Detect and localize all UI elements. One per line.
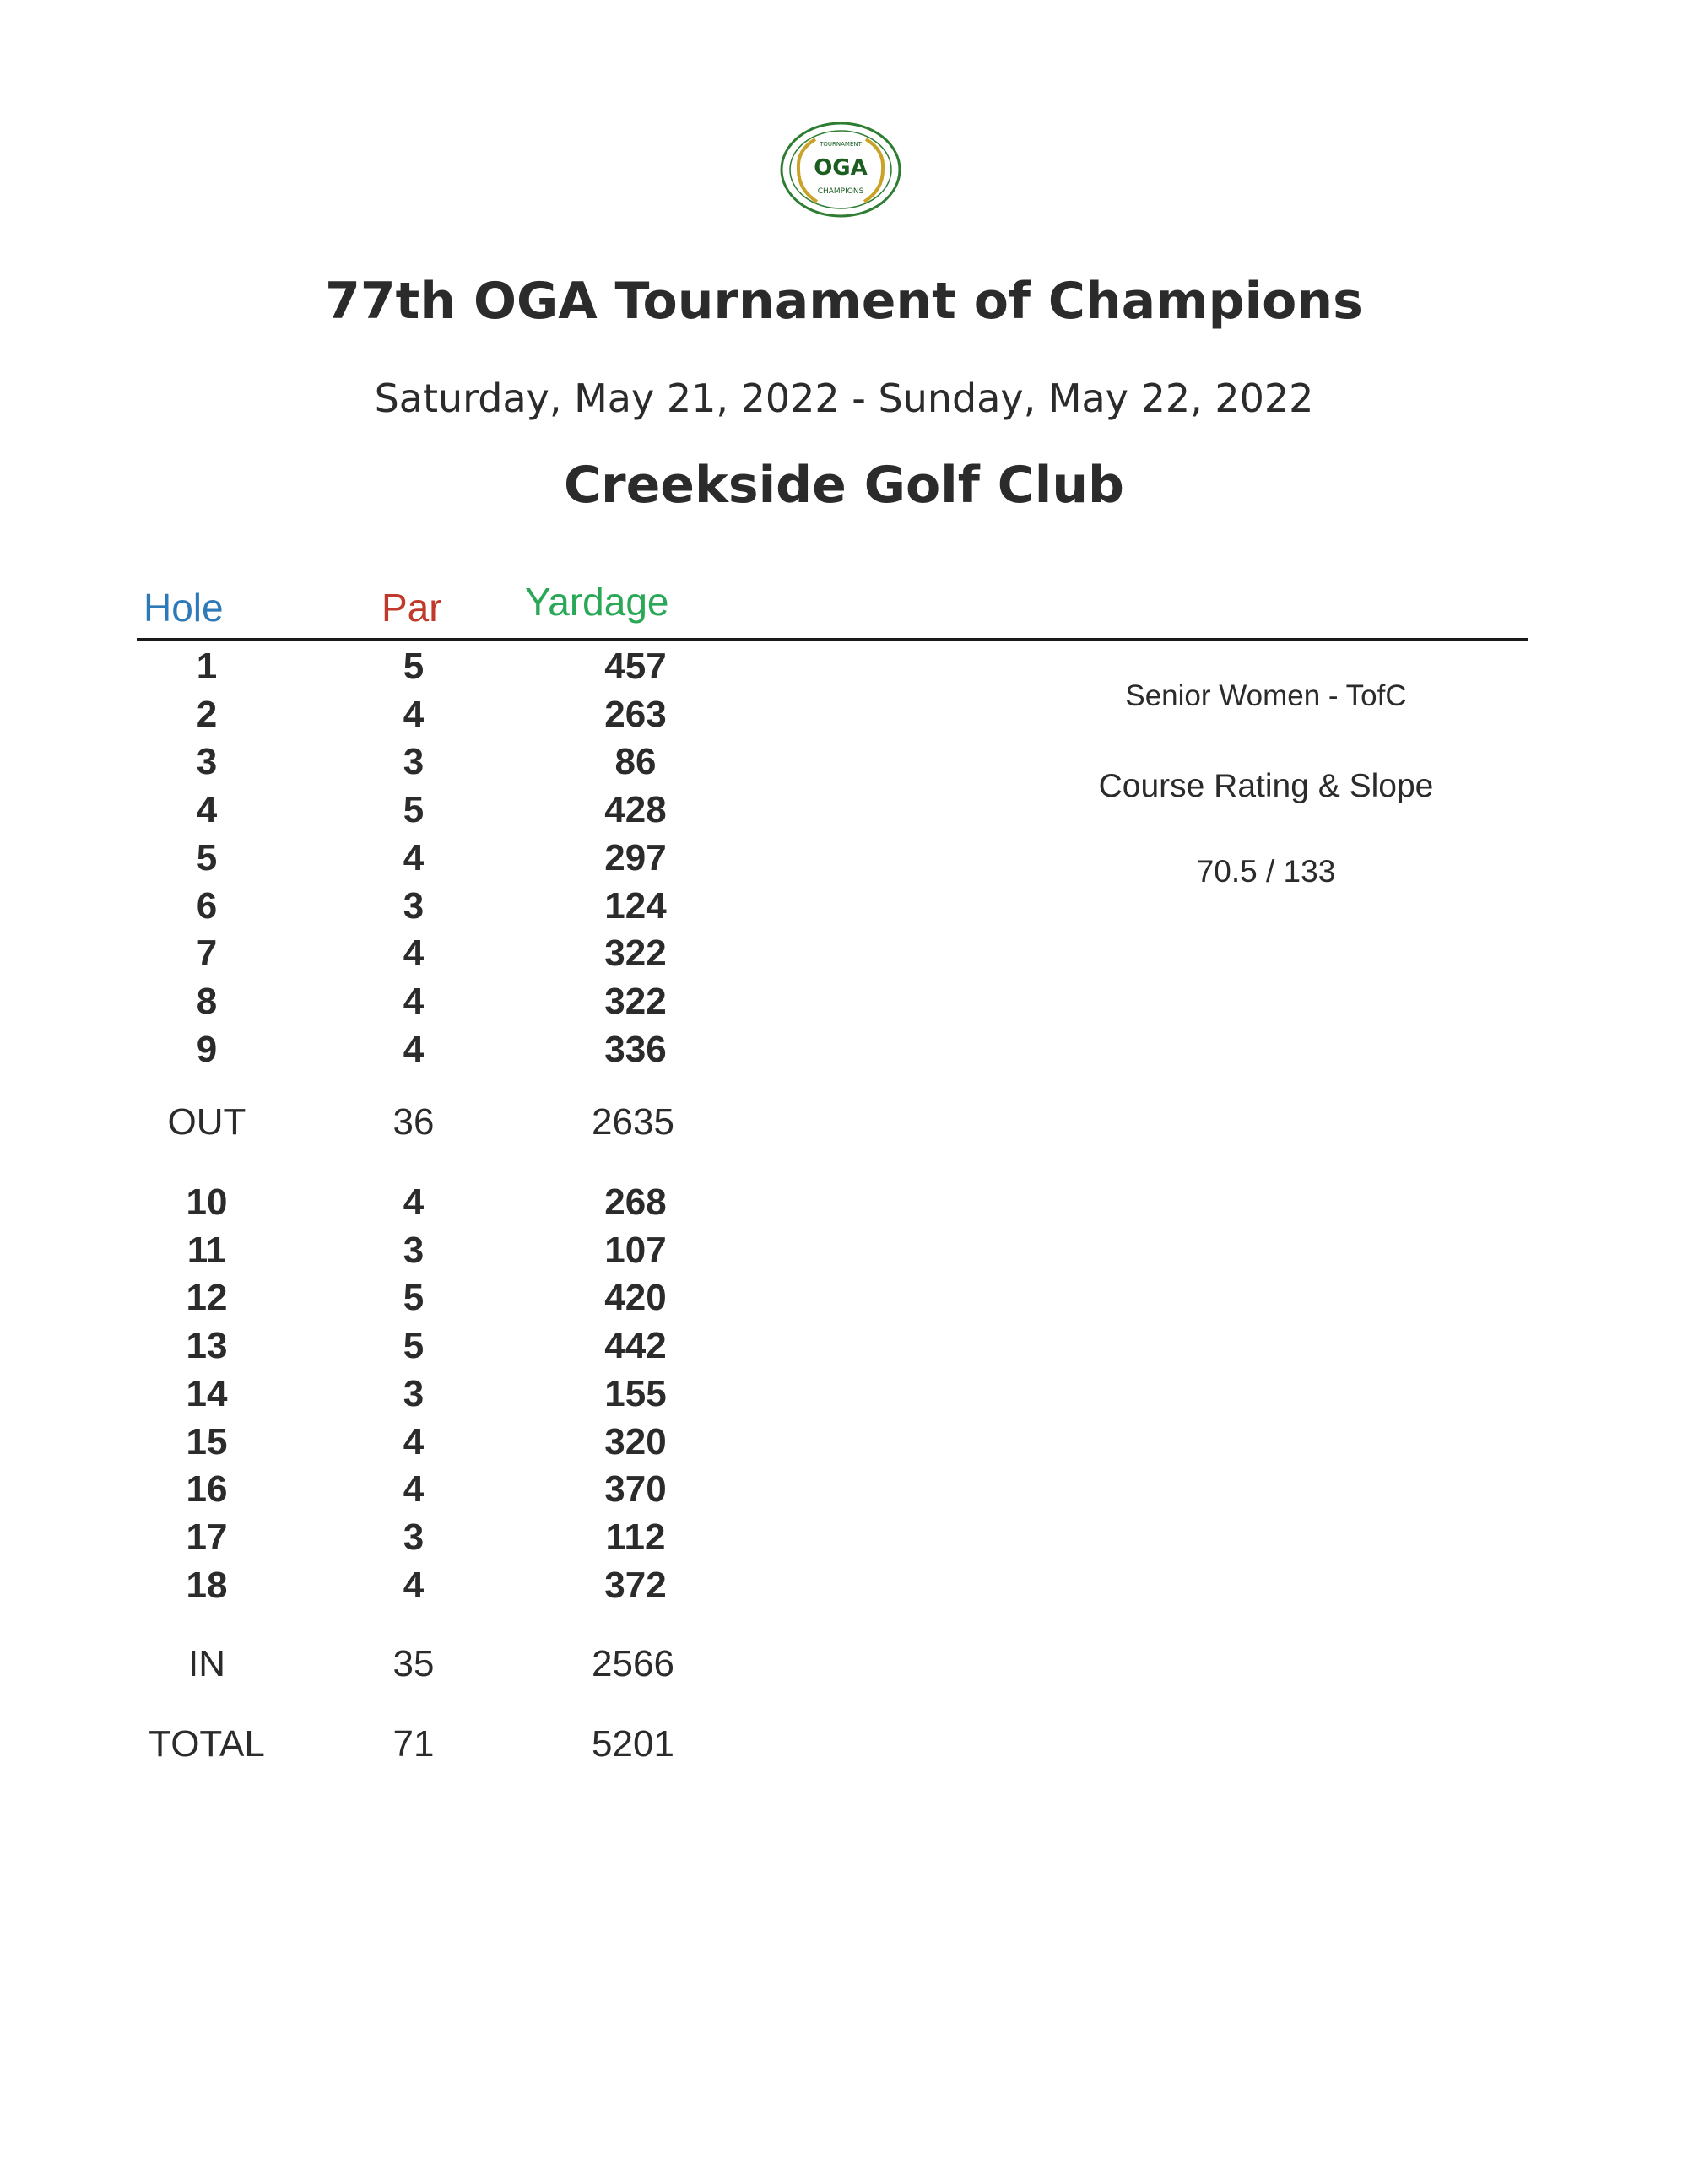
yardage-cell: 2566 xyxy=(592,1643,674,1684)
yardage-cell: 420 xyxy=(604,1277,667,1319)
logo-main-text: OGA xyxy=(814,155,868,181)
yardage-cell: 442 xyxy=(604,1325,667,1367)
hole-cell: 4 xyxy=(196,789,218,831)
hole-cell: 5 xyxy=(196,836,218,878)
hole-cell: 16 xyxy=(186,1468,228,1511)
course-rating-value: 70.5 / 133 xyxy=(1196,854,1336,889)
hole-cell: 6 xyxy=(196,884,218,927)
yardage-cell: 263 xyxy=(604,693,667,735)
hole-cell: 2 xyxy=(196,693,218,735)
par-cell: 3 xyxy=(403,1229,425,1271)
yardage-cell: 112 xyxy=(605,1516,666,1558)
yardage-cell: 86 xyxy=(614,741,657,783)
event-dates: Saturday, May 21, 2022 - Sunday, May 22, 2022 xyxy=(374,376,1314,421)
par-cell: 4 xyxy=(403,1564,425,1606)
hole-cell: TOTAL xyxy=(149,1723,265,1765)
oga-logo xyxy=(778,121,903,219)
par-cell: 3 xyxy=(403,741,425,783)
par-cell: 5 xyxy=(403,789,425,831)
course-rating-label: Course Rating & Slope xyxy=(1098,768,1434,804)
hole-cell: 13 xyxy=(186,1325,228,1367)
hole-cell: 1 xyxy=(196,646,218,687)
par-cell: 3 xyxy=(403,1372,425,1414)
par-cell: 4 xyxy=(403,1468,425,1511)
hole-cell: 15 xyxy=(186,1420,228,1462)
hole-cell: 17 xyxy=(186,1516,228,1558)
par-cell: 5 xyxy=(403,646,425,687)
par-cell: 4 xyxy=(403,1420,425,1462)
hole-cell: 8 xyxy=(196,980,218,1022)
par-cell: 4 xyxy=(403,1028,425,1070)
hole-cell: 18 xyxy=(186,1564,228,1606)
par-cell: 4 xyxy=(403,1181,425,1223)
hole-cell: OUT xyxy=(167,1101,246,1143)
header-divider xyxy=(137,638,1528,641)
yardage-cell: 370 xyxy=(604,1468,667,1511)
hole-cell: 11 xyxy=(187,1229,227,1271)
yardage-cell: 372 xyxy=(604,1564,667,1606)
hole-cell: 7 xyxy=(196,933,218,975)
course-name: Creekside Golf Club xyxy=(563,456,1124,515)
column-header-yardage: Yardage xyxy=(525,580,669,624)
yardage-cell: 336 xyxy=(604,1028,667,1070)
par-cell: 35 xyxy=(392,1643,435,1684)
hole-cell: IN xyxy=(188,1643,225,1684)
yardage-cell: 322 xyxy=(604,933,667,975)
hole-cell: 3 xyxy=(196,741,218,783)
logo-bottom-text: CHAMPIONS xyxy=(817,187,864,196)
yardage-cell: 428 xyxy=(604,789,667,831)
par-cell: 4 xyxy=(403,933,425,975)
yardage-cell: 155 xyxy=(604,1372,667,1414)
par-cell: 3 xyxy=(403,1516,425,1558)
par-cell: 3 xyxy=(403,884,425,927)
hole-cell: 10 xyxy=(186,1181,228,1223)
par-cell: 4 xyxy=(403,836,425,878)
hole-cell: 9 xyxy=(196,1028,218,1070)
yardage-cell: 320 xyxy=(604,1420,667,1462)
yardage-cell: 124 xyxy=(604,884,667,927)
yardage-cell: 268 xyxy=(604,1181,667,1223)
page-title: 77th OGA Tournament of Champions xyxy=(325,272,1363,331)
par-cell: 71 xyxy=(392,1723,435,1765)
par-cell: 5 xyxy=(403,1325,425,1367)
yardage-cell: 457 xyxy=(604,646,667,687)
yardage-cell: 297 xyxy=(604,836,667,878)
column-header-par: Par xyxy=(381,586,442,630)
column-header-hole: Hole xyxy=(143,586,224,630)
division-label: Senior Women - TofC xyxy=(1125,679,1407,712)
yardage-cell: 107 xyxy=(604,1229,667,1271)
hole-cell: 14 xyxy=(186,1372,228,1414)
par-cell: 4 xyxy=(403,693,425,735)
par-cell: 36 xyxy=(392,1101,435,1143)
hole-cell: 12 xyxy=(186,1277,228,1319)
par-cell: 5 xyxy=(403,1277,425,1319)
par-cell: 4 xyxy=(403,980,425,1022)
yardage-cell: 322 xyxy=(604,980,667,1022)
yardage-cell: 2635 xyxy=(592,1101,674,1143)
yardage-cell: 5201 xyxy=(592,1723,674,1765)
logo-top-text: TOURNAMENT xyxy=(820,141,862,148)
